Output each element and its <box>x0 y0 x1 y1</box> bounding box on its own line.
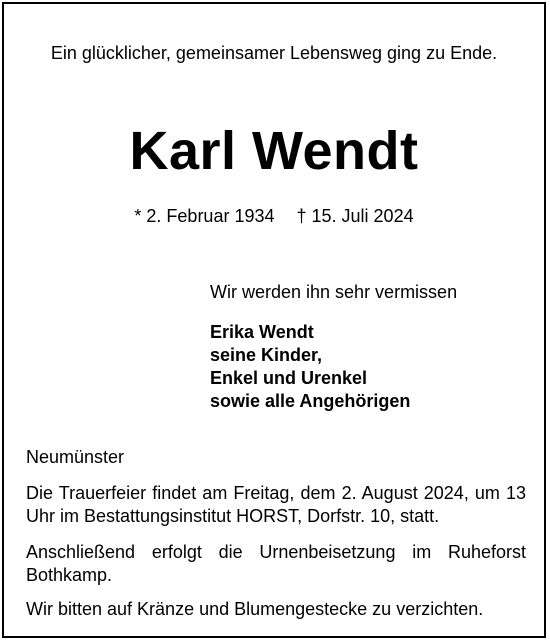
mourner-line: sowie alle Angehörigen <box>210 391 411 411</box>
miss-line: Wir werden ihn sehr vermissen <box>210 282 458 302</box>
mourner-line: seine Kinder, <box>210 345 323 365</box>
place-name: Neumünster <box>26 447 125 467</box>
mourner-line: Enkel und Urenkel <box>210 368 368 388</box>
birth-date: * 2. Februar 1934 <box>134 206 275 226</box>
death-date: † 15. Juli 2024 <box>296 206 414 226</box>
life-dates <box>4 205 544 227</box>
deceased-name: Karl Wendt <box>129 121 419 181</box>
obituary-notice <box>2 2 546 638</box>
mourner-line: Erika Wendt <box>210 322 314 342</box>
flowers-request-paragraph: Wir bitten auf Kränze und Blumengestecke zu verzichten. <box>26 599 484 619</box>
funeral-service-paragraph: Die Trauerfeier findet am Freitag, dem 2. August 2024, um 13 Uhr im Bestattungsinstitut HORST, Dorfstr. 10, statt. <box>26 483 526 526</box>
burial-paragraph: Anschließend erfolgt die Urnenbeisetzung im Ruheforst Bothkamp. <box>26 542 526 585</box>
intro-line: Ein glücklicher, gemeinsamer Lebensweg ging zu Ende. <box>50 43 498 63</box>
mourners-list <box>210 321 410 413</box>
